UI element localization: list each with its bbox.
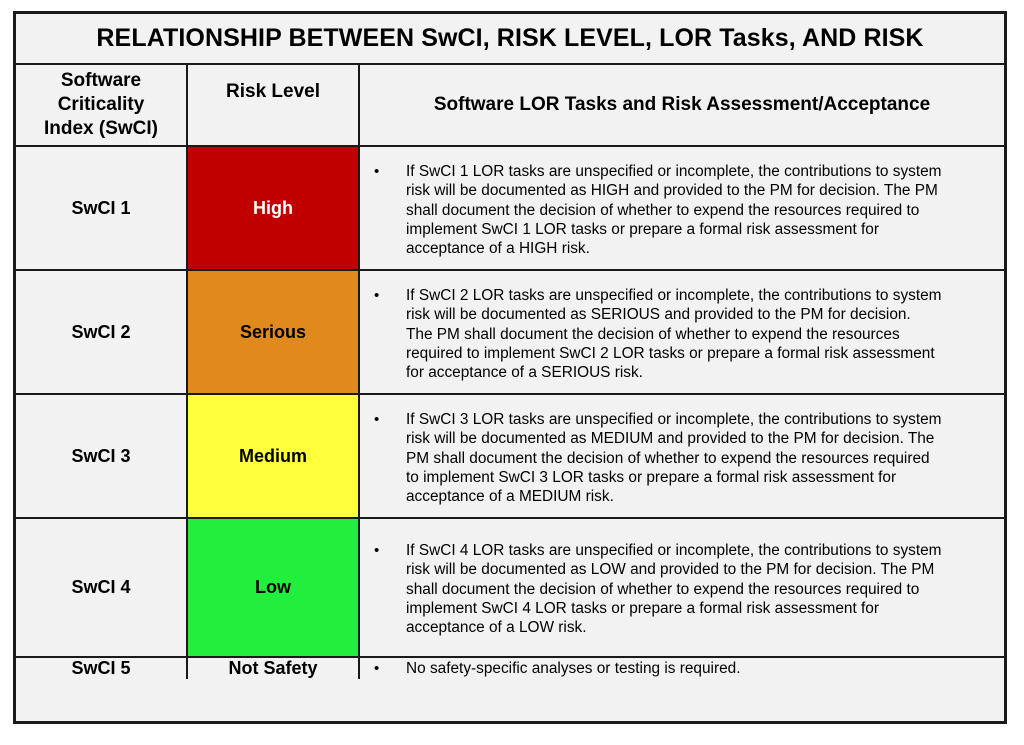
- tasks-line: shall document the decision of whether to expend the resources required to: [406, 580, 920, 598]
- swci-cell: SwCI 3: [16, 394, 187, 518]
- bullet-icon: •: [374, 411, 380, 428]
- header-swci-line: Index (SwCI): [43, 118, 158, 139]
- tasks-cell: [359, 518, 1004, 657]
- table-row: [16, 394, 1004, 518]
- header-swci: [16, 65, 187, 146]
- tasks-cell: [359, 394, 1004, 518]
- risk-cell-low: Low: [187, 518, 359, 657]
- tasks-line: If SwCI 1 LOR tasks are unspecified or incomplete, the contributions to system: [406, 163, 942, 180]
- tasks-line: risk will be documented as SERIOUS and provided to the PM for decision.: [406, 306, 911, 324]
- tasks-cell: [359, 657, 1004, 679]
- tasks-line: If SwCI 3 LOR tasks are unspecified or incomplete, the contributions to system: [406, 411, 942, 428]
- swci-cell: SwCI 4: [16, 518, 187, 657]
- tasks-line: If SwCI 2 LOR tasks are unspecified or incomplete, the contributions to system: [406, 287, 942, 304]
- bullet-icon: •: [374, 287, 380, 304]
- header-swci-line: Software: [60, 70, 142, 91]
- swci-cell: SwCI 5: [16, 657, 187, 679]
- tasks-line: acceptance of a LOW risk.: [406, 619, 587, 637]
- tasks-line: for acceptance of a SERIOUS risk.: [406, 364, 643, 382]
- swci-cell: SwCI 1: [16, 146, 187, 270]
- tasks-line: implement SwCI 1 LOR tasks or prepare a formal risk assessment for: [406, 220, 879, 238]
- tasks-line: PM shall document the decision of whether to expend the resources required: [406, 449, 930, 467]
- tasks-line: The PM shall document the decision of whether to expend the resources: [406, 325, 900, 343]
- risk-cell-high: High: [187, 146, 359, 270]
- tasks-line: risk will be documented as HIGH and provided to the PM for decision. The PM: [406, 182, 938, 200]
- tasks-line: risk will be documented as MEDIUM and provided to the PM for decision. The: [406, 430, 935, 448]
- bullet-icon: •: [374, 659, 380, 677]
- tasks-line: If SwCI 4 LOR tasks are unspecified or incomplete, the contributions to system: [406, 542, 942, 559]
- table-row: [16, 146, 1004, 270]
- table-title: RELATIONSHIP BETWEEN SwCI, RISK LEVEL, LOR Tasks, AND RISK: [16, 14, 1004, 65]
- tasks-line: implement SwCI 4 LOR tasks or prepare a formal risk assessment for: [406, 599, 879, 617]
- risk-table: [16, 65, 1004, 679]
- bullet-icon: •: [374, 163, 380, 180]
- tasks-line: acceptance of a HIGH risk.: [406, 240, 590, 258]
- risk-cell-serious: Serious: [187, 270, 359, 394]
- bullet-icon: •: [374, 542, 380, 559]
- tasks-cell: [359, 146, 1004, 270]
- header-swci-line: Criticality: [57, 94, 145, 115]
- tasks-line: shall document the decision of whether to expend the resources required to: [406, 201, 920, 219]
- tasks-line: required to implement SwCI 2 LOR tasks or prepare a formal risk assessment: [406, 344, 935, 362]
- header-row: [16, 65, 1004, 146]
- tasks-line: risk will be documented as LOW and provided to the PM for decision. The PM: [406, 561, 935, 579]
- risk-cell-not-safety: Not Safety: [187, 657, 359, 679]
- table-row: [16, 270, 1004, 394]
- tasks-line: to implement SwCI 3 LOR tasks or prepare a formal risk assessment for: [406, 468, 897, 486]
- risk-cell-medium: Medium: [187, 394, 359, 518]
- table-row: [16, 518, 1004, 657]
- risk-table-frame: [13, 11, 1007, 724]
- table-row: [16, 657, 1004, 679]
- header-lor-tasks: Software LOR Tasks and Risk Assessment/Acceptance: [359, 65, 1004, 146]
- header-risk-level: Risk Level: [187, 65, 359, 146]
- tasks-cell: [359, 270, 1004, 394]
- tasks-line: No safety-specific analyses or testing is required.: [406, 659, 741, 677]
- tasks-line: acceptance of a MEDIUM risk.: [406, 488, 614, 506]
- swci-cell: SwCI 2: [16, 270, 187, 394]
